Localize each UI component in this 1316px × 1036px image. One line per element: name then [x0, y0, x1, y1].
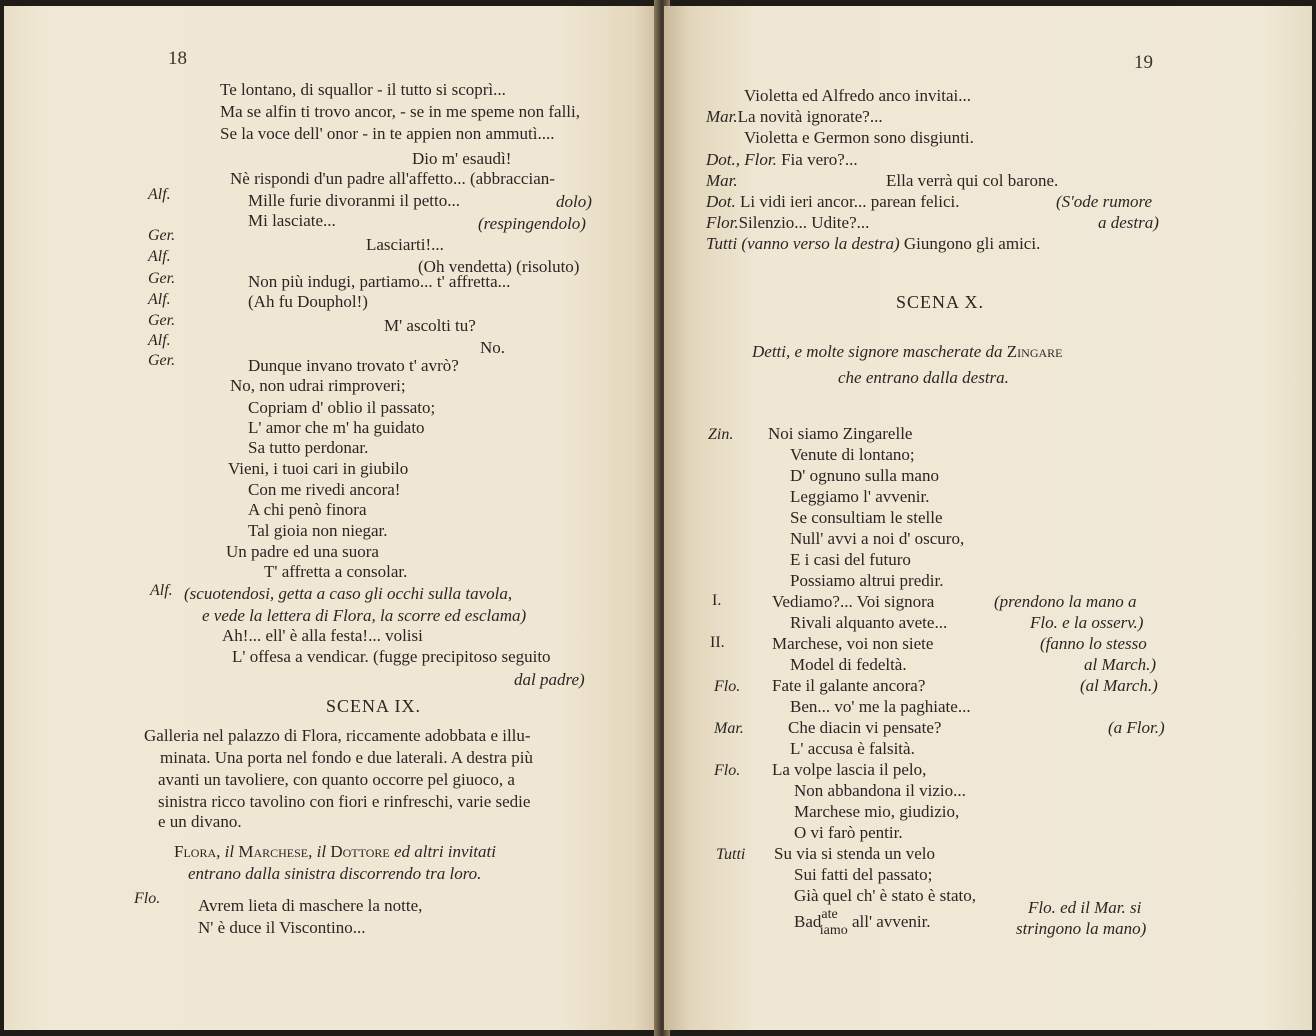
verse-line: D' ognuno sulla mano [790, 466, 939, 485]
verse-text: Li vidi ieri ancor... parean felici. [740, 192, 960, 211]
stage-direction: al March.) [1084, 655, 1157, 674]
verse-line: Fate il galante ancora? [772, 676, 926, 695]
stage-direction: stringono la mano) [1016, 919, 1147, 938]
character-name: Marchese [238, 842, 309, 861]
stage-direction: entrano dalla sinistra discorrendo tra loro. [188, 864, 482, 883]
character-name: Dottore [330, 842, 390, 861]
verse-line [706, 213, 869, 233]
speaker-label: Ger. [148, 270, 176, 287]
page-number: 19 [1134, 52, 1153, 73]
verse-line: Vediamo?... Voi signora [772, 592, 935, 611]
verse-line: Dunque invano trovato t' avrò? [248, 356, 459, 375]
stage-word: ed altri invitati [393, 842, 496, 861]
verse-text: Bad [794, 912, 822, 931]
verse-line [706, 192, 960, 212]
verse-line: Nè rispondi d'un padre all'affetto... (abbraccian- [230, 169, 555, 188]
stage-direction: dal padre) [514, 670, 585, 689]
stage-direction: e vede la lettera di Flora, la scorre ed esclama) [202, 606, 527, 625]
verse-line: Tal gioia non niegar. [248, 521, 388, 540]
verse-text: Silenzio... Udite?... [738, 213, 870, 232]
verse-line [706, 234, 1040, 254]
verse-line: Che diacin vi pensate? [788, 718, 942, 737]
verse-line: Dio m' esaudì! [412, 149, 512, 168]
verse-line: O vi farò pentir. [794, 823, 903, 842]
verse-line: La volpe lascia il pelo, [772, 760, 927, 779]
stage-direction: (S'ode rumore [1056, 192, 1153, 211]
speaker-label: Flo. [714, 678, 741, 695]
verse-line: Sui fatti del passato; [794, 865, 933, 884]
verse-line: Già quel ch' è stato è stato, [794, 886, 976, 905]
speaker-label: I. [712, 592, 722, 609]
verse-line: Copriam d' oblio il passato; [248, 398, 436, 417]
verse-line: T' affretta a consolar. [264, 562, 408, 581]
character-name: Flora [174, 842, 217, 861]
verse-line: Mille furie divoranmi il petto... [248, 191, 460, 210]
stage-direction: che entrano dalla destra. [838, 368, 1009, 387]
verse-text: all' avvenir. [851, 912, 931, 931]
verse-line: Sa tutto perdonar. [248, 438, 369, 457]
verse-line: (Ah fu Douphol!) [248, 292, 368, 311]
verse-line: Violetta ed Alfredo anco invitai... [744, 86, 971, 105]
stage-direction [752, 342, 1063, 362]
verse-line: L' accusa è falsità. [790, 739, 915, 758]
verse-line: Su via si stenda un velo [774, 844, 936, 863]
speaker-label: Dot. [706, 192, 736, 211]
verse-line: N' è duce il Viscontino... [198, 918, 366, 937]
stage-direction: (al March.) [1080, 676, 1158, 695]
verse-line: Possiamo altrui predir. [790, 571, 944, 590]
verse-line: Te lontano, di squallor - il tutto si scoprì... [220, 80, 506, 99]
stage-direction: (prendono la mano a [994, 592, 1137, 611]
speaker-label: Tutti [716, 846, 746, 863]
speaker-label: Alf. [148, 291, 171, 308]
verse-line [706, 107, 883, 127]
speaker-label: II. [710, 634, 725, 651]
stage-direction: Tutti (vanno verso la destra) [706, 234, 900, 253]
stage-direction: (scuotendosi, getta a caso gli occhi sulla tavola, [184, 584, 513, 603]
stage-direction: dolo) [556, 192, 592, 211]
verse-line: Venute di lontano; [790, 445, 915, 464]
speaker-label: Alf. [148, 186, 171, 203]
speaker-label: Alf. [148, 248, 171, 265]
scene-title: SCENA X. [896, 292, 985, 312]
verse-line: Model di fedeltà. [790, 655, 907, 674]
verse-line: Con me rivedi ancora! [248, 480, 401, 499]
speaker-label: Alf. [150, 582, 173, 599]
verse-line: Mi lasciate... [248, 211, 336, 230]
stage-direction: Flo. e la osserv.) [1030, 613, 1144, 632]
scene-description-line: avanti un tavoliere, con quanto occorre pel giuoco, a [158, 770, 515, 789]
verse-line: Un padre ed una suora [226, 542, 379, 561]
speaker-label: Zin. [708, 426, 734, 443]
speaker-label: Ger. [148, 352, 176, 369]
scene-description-line: Galleria nel palazzo di Flora, riccamente adobbata e illu- [144, 726, 531, 745]
stage-direction: (fanno lo stesso [1040, 634, 1147, 653]
stage-direction: a destra) [1098, 213, 1159, 232]
verse-line: (Oh vendetta) (risoluto) [418, 257, 580, 276]
right-page [664, 6, 1312, 1030]
verse-line: Violetta e Germon sono disgiunti. [744, 128, 974, 147]
stage-word: il [316, 842, 327, 861]
verse-line: Leggiamo l' avvenir. [790, 487, 930, 506]
verse-line: Lasciarti!... [366, 235, 444, 254]
verse-line: Avrem lieta di maschere la notte, [198, 896, 423, 915]
left-page [4, 6, 660, 1030]
verse-line: No. [480, 338, 506, 357]
verse-line [706, 150, 858, 170]
verse-line: Marchese, voi non siete [772, 634, 934, 653]
verse-text: Fia vero?... [781, 150, 858, 169]
verse-line: M' ascolti tu? [384, 316, 476, 335]
scene-description-line: minata. Una porta nel fondo e due laterali. A destra più [160, 748, 533, 767]
verse-line: Ah!... ell' è alla festa!... volisi [222, 626, 423, 645]
stage-word: il [224, 842, 235, 861]
stage-direction: (a Flor.) [1108, 718, 1165, 737]
character-name: Zingare [1006, 342, 1063, 361]
verse-line: Null' avvi a noi d' oscuro, [790, 529, 965, 548]
scene-description-line: sinistra ricco tavolino con fiori e rinfreschi, varie sedie [158, 792, 531, 811]
verse-line: Se consultiam le stelle [790, 508, 943, 527]
page-number: 18 [168, 48, 187, 69]
stage-direction: Flora, il Marchese, il Dottore ed altri invitati [174, 842, 496, 861]
speaker-label: Flor. [706, 213, 739, 232]
stage-direction: (respingendolo) [478, 214, 586, 233]
stage-text: Detti, e molte signore mascherate da [752, 342, 1003, 361]
verse-line: Non più indugi, partiamo... t' affretta... [248, 272, 511, 291]
speaker-label: Flo. [714, 762, 741, 779]
verse-text: Giungono gli amici. [903, 234, 1041, 253]
verse-line: L' amor che m' ha guidato [248, 418, 425, 437]
verse-line: Noi siamo Zingarelle [768, 424, 913, 443]
speaker-label: Dot., Flor. [706, 150, 777, 169]
verse-text: Ella verrà qui col barone. [886, 171, 1059, 190]
speaker-label: Ger. [148, 227, 176, 244]
verse-text: La novità ignorate?... [737, 107, 883, 126]
verse-line: Non abbandona il vizio... [794, 781, 966, 800]
speaker-label: Mar. [706, 171, 738, 190]
speaker-label: Mar. [714, 720, 744, 737]
verse-line: A chi penò finora [248, 500, 367, 519]
verse-line: Ben... vo' me la paghiate... [790, 697, 971, 716]
verse-line: Se la voce dell' onor - in te appien non ammutì.... [220, 124, 555, 143]
verse-line: L' offesa a vendicar. (fugge precipitoso seguito [232, 647, 551, 666]
verse-line: No, non udrai rimproveri; [230, 376, 406, 395]
scene-title: SCENA IX. [326, 696, 422, 716]
verse-line: Vieni, i tuoi cari in giubilo [228, 459, 409, 478]
speaker-label: Alf. [148, 332, 171, 349]
scene-description-line: e un divano. [158, 812, 242, 831]
speaker-label: Flo. [134, 890, 161, 907]
verse-variant: iamo [819, 923, 848, 938]
verse-variant: ate [821, 907, 838, 922]
speaker-label: Ger. [148, 312, 176, 329]
verse-line: Rivali alquanto avete... [790, 613, 948, 632]
verse-line: Ma se alfin ti trovo ancor, - se in me speme non falli, [220, 102, 580, 121]
verse-line [794, 907, 931, 938]
verse-line: Marchese mio, giudizio, [794, 802, 960, 821]
speaker-label: Mar. [706, 107, 738, 126]
verse-line: E i casi del futuro [790, 550, 911, 569]
stage-direction: Flo. ed il Mar. si [1028, 898, 1142, 917]
